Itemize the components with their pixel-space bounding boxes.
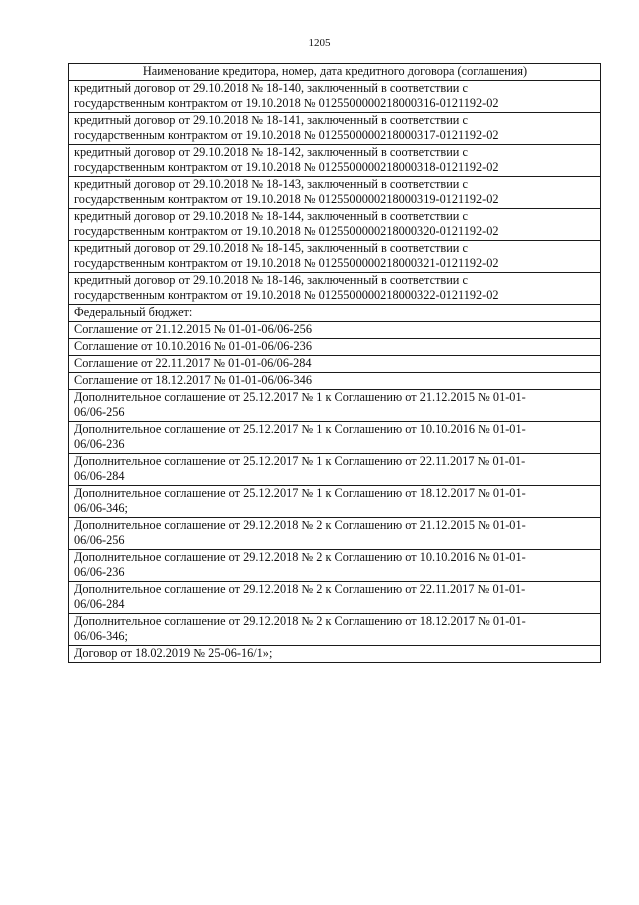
table-cell-creditor bbox=[69, 322, 601, 339]
table-row bbox=[69, 582, 601, 614]
cell-text-line: 06/06-346; bbox=[74, 501, 128, 515]
table-cell-creditor bbox=[69, 177, 601, 209]
cell-text-line: 06/06-346; bbox=[74, 629, 128, 643]
cell-text-line: государственным контрактом от 19.10.2018 № 0125500000218000322-0121192-02 bbox=[74, 288, 499, 302]
table-cell-creditor bbox=[69, 209, 601, 241]
page-number: 1205 bbox=[308, 37, 331, 49]
table-row bbox=[69, 209, 601, 241]
cell-text-line: Дополнительное соглашение от 25.12.2017 № 1 к Соглашению от 21.12.2015 № 01-01- bbox=[74, 390, 526, 404]
cell-text-line: Дополнительное соглашение от 29.12.2018 № 2 к Соглашению от 18.12.2017 № 01-01- bbox=[74, 614, 526, 628]
table-row bbox=[69, 390, 601, 422]
table-row bbox=[69, 81, 601, 113]
table-body bbox=[69, 81, 601, 663]
cell-text-line: кредитный договор от 29.10.2018 № 18-140, заключенный в соответствии с bbox=[74, 81, 468, 95]
table-cell-creditor bbox=[69, 305, 601, 322]
table-row bbox=[69, 373, 601, 390]
table-row bbox=[69, 422, 601, 454]
table-row bbox=[69, 454, 601, 486]
cell-text-line: государственным контрактом от 19.10.2018 № 0125500000218000319-0121192-02 bbox=[74, 192, 499, 206]
cell-text-line: кредитный договор от 29.10.2018 № 18-142, заключенный в соответствии с bbox=[74, 145, 468, 159]
table-cell-creditor bbox=[69, 373, 601, 390]
cell-text-line: государственным контрактом от 19.10.2018 № 0125500000218000316-0121192-02 bbox=[74, 96, 499, 110]
table-cell-creditor bbox=[69, 390, 601, 422]
cell-text-line: Соглашение от 21.12.2015 № 01-01-06/06-256 bbox=[74, 322, 312, 336]
cell-text-line: Федеральный бюджет: bbox=[74, 305, 193, 319]
cell-text-line: 06/06-284 bbox=[74, 597, 125, 611]
cell-text-line: Дополнительное соглашение от 29.12.2018 № 2 к Соглашению от 21.12.2015 № 01-01- bbox=[74, 518, 526, 532]
cell-text-line: 06/06-256 bbox=[74, 405, 125, 419]
table-cell-creditor bbox=[69, 422, 601, 454]
table-row bbox=[69, 305, 601, 322]
cell-text-line: Дополнительное соглашение от 25.12.2017 № 1 к Соглашению от 10.10.2016 № 01-01- bbox=[74, 422, 526, 436]
cell-text-line: государственным контрактом от 19.10.2018 № 0125500000218000320-0121192-02 bbox=[74, 224, 499, 238]
cell-text-line: кредитный договор от 29.10.2018 № 18-145, заключенный в соответствии с bbox=[74, 241, 468, 255]
cell-text-line: кредитный договор от 29.10.2018 № 18-146, заключенный в соответствии с bbox=[74, 273, 468, 287]
table-row bbox=[69, 646, 601, 663]
cell-text-line: Дополнительное соглашение от 25.12.2017 № 1 к Соглашению от 18.12.2017 № 01-01- bbox=[74, 486, 526, 500]
table-cell-creditor bbox=[69, 582, 601, 614]
table-row bbox=[69, 322, 601, 339]
table-cell-creditor bbox=[69, 614, 601, 646]
table-row bbox=[69, 518, 601, 550]
table-cell-creditor bbox=[69, 339, 601, 356]
table-row bbox=[69, 113, 601, 145]
table-cell-creditor bbox=[69, 273, 601, 305]
table-row bbox=[69, 356, 601, 373]
table-row bbox=[69, 614, 601, 646]
table-cell-creditor bbox=[69, 486, 601, 518]
table-cell-creditor bbox=[69, 81, 601, 113]
cell-text-line: государственным контрактом от 19.10.2018 № 0125500000218000317-0121192-02 bbox=[74, 128, 499, 142]
table-row bbox=[69, 550, 601, 582]
table-cell-creditor bbox=[69, 646, 601, 663]
cell-text-line: 06/06-236 bbox=[74, 437, 125, 451]
cell-text-line: Договор от 18.02.2019 № 25-06-16/1»; bbox=[74, 646, 273, 660]
table-cell-creditor bbox=[69, 241, 601, 273]
creditors-table bbox=[68, 63, 601, 663]
cell-text-line: Соглашение от 18.12.2017 № 01-01-06/06-346 bbox=[74, 373, 312, 387]
cell-text-line: 06/06-256 bbox=[74, 533, 125, 547]
table-cell-creditor bbox=[69, 113, 601, 145]
table-cell-creditor bbox=[69, 518, 601, 550]
table-cell-creditor bbox=[69, 550, 601, 582]
table-header-row bbox=[69, 64, 601, 81]
cell-text-line: Дополнительное соглашение от 25.12.2017 № 1 к Соглашению от 22.11.2017 № 01-01- bbox=[74, 454, 526, 468]
column-header-creditor: Наименование кредитора, номер, дата кредитного договора (соглашения) bbox=[69, 64, 601, 81]
table-cell-creditor bbox=[69, 145, 601, 177]
table-row bbox=[69, 273, 601, 305]
cell-text-line: государственным контрактом от 19.10.2018 № 0125500000218000321-0121192-02 bbox=[74, 256, 499, 270]
table-cell-creditor bbox=[69, 356, 601, 373]
cell-text-line: Соглашение от 22.11.2017 № 01-01-06/06-284 bbox=[74, 356, 312, 370]
table-row bbox=[69, 241, 601, 273]
table-row bbox=[69, 486, 601, 518]
cell-text-line: кредитный договор от 29.10.2018 № 18-143, заключенный в соответствии с bbox=[74, 177, 468, 191]
cell-text-line: 06/06-236 bbox=[74, 565, 125, 579]
cell-text-line: Дополнительное соглашение от 29.12.2018 № 2 к Соглашению от 22.11.2017 № 01-01- bbox=[74, 582, 526, 596]
cell-text-line: Соглашение от 10.10.2016 № 01-01-06/06-236 bbox=[74, 339, 312, 353]
table-row bbox=[69, 145, 601, 177]
table-row bbox=[69, 339, 601, 356]
table-cell-creditor bbox=[69, 454, 601, 486]
cell-text-line: 06/06-284 bbox=[74, 469, 125, 483]
cell-text-line: кредитный договор от 29.10.2018 № 18-141, заключенный в соответствии с bbox=[74, 113, 468, 127]
table-row bbox=[69, 177, 601, 209]
cell-text-line: Дополнительное соглашение от 29.12.2018 № 2 к Соглашению от 10.10.2016 № 01-01- bbox=[74, 550, 526, 564]
cell-text-line: кредитный договор от 29.10.2018 № 18-144, заключенный в соответствии с bbox=[74, 209, 468, 223]
cell-text-line: государственным контрактом от 19.10.2018 № 0125500000218000318-0121192-02 bbox=[74, 160, 499, 174]
